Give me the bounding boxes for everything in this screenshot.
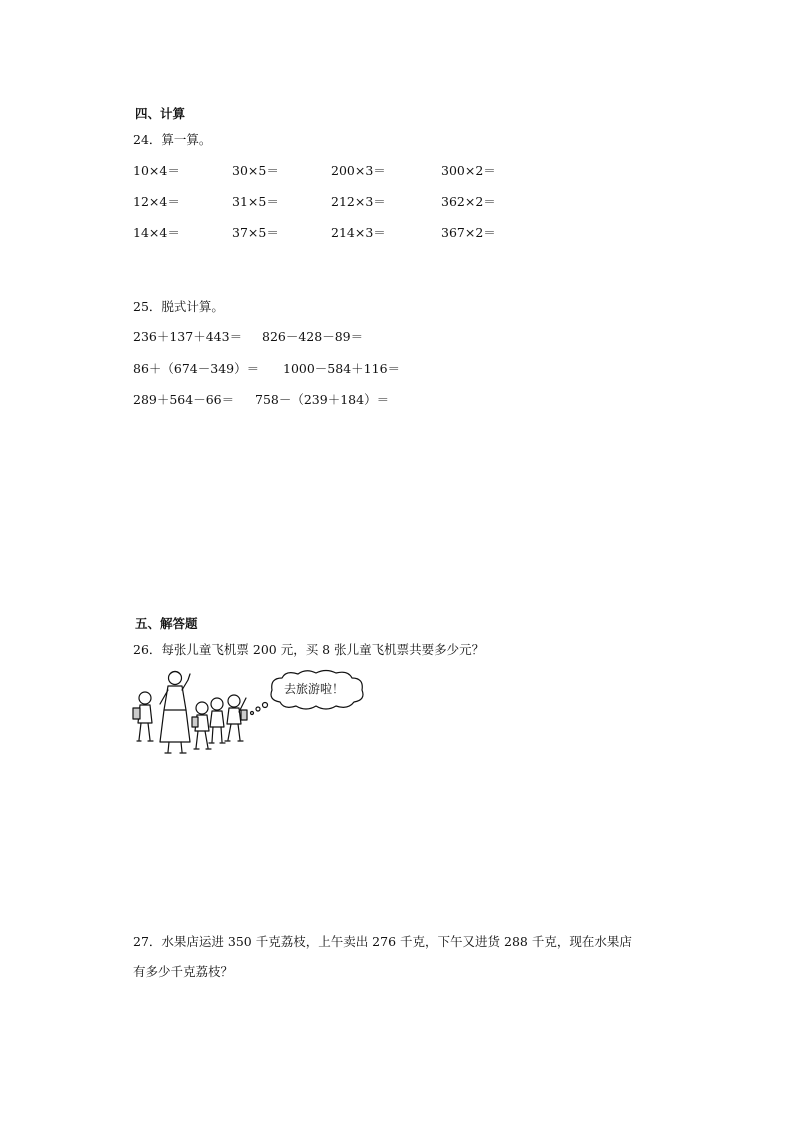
calc-item: 367×2＝ [441,225,496,240]
travel-illustration-drawing [130,668,392,760]
calc-expression: 86＋（674－349）＝ [133,361,260,376]
calc-item: 10×4＝ [133,163,180,178]
question-27-line-1: 27．水果店运进 350 千克荔枝，上午卖出 276 千克，下午又进货 288 千克，现在水果店 [133,934,632,949]
question-27-line-2: 有多少千克荔枝？ [133,964,234,979]
calc-item: 30×5＝ [232,163,279,178]
calc-item: 300×2＝ [441,163,496,178]
calc-item: 214×3＝ [331,225,386,240]
calc-expression: 1000－584＋116＝ [283,361,401,376]
calc-expression: 289＋564－66＝ [133,392,235,407]
calc-item: 12×4＝ [133,194,180,209]
calc-item: 14×4＝ [133,225,180,240]
travel-illustration [130,668,392,760]
speech-bubble-text: 去旅游啦！ [284,682,345,696]
calc-item: 212×3＝ [331,194,386,209]
calc-expression: 236＋137＋443＝ [133,329,243,344]
section-heading-calculation: 四、计算 [135,106,186,121]
calc-item: 31×5＝ [232,194,279,209]
question-26-prompt: 26．每张儿童飞机票 200 元，买 8 张儿童飞机票共要多少元？ [133,642,485,657]
section-heading-word-problems: 五、解答题 [135,616,198,631]
question-24-prompt: 24．算一算。 [133,132,212,147]
calc-item: 200×3＝ [331,163,386,178]
calc-expression: 758－（239＋184）＝ [255,392,390,407]
calc-item: 37×5＝ [232,225,279,240]
calc-expression: 826－428－89＝ [262,329,364,344]
calc-item: 362×2＝ [441,194,496,209]
question-25-prompt: 25．脱式计算。 [133,299,224,314]
